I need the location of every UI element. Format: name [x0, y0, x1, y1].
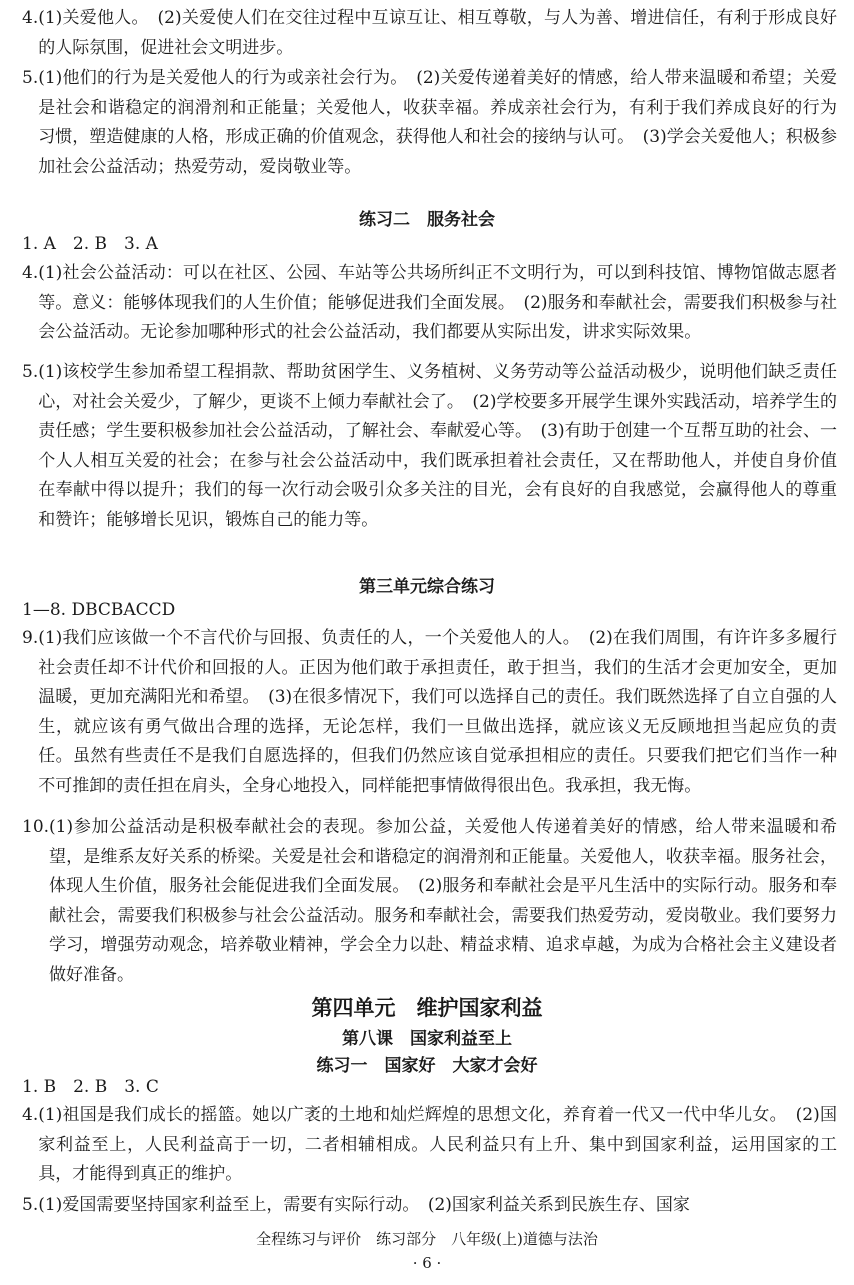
answer-item-5-part1 — [22, 64, 837, 182]
choice-answers-unit-3: 1—8. DBCBACCD — [22, 600, 176, 620]
item-text: (1)我们应该做一个不言代价与回报、负责任的人，一个关爱他人的人。 (2)在我们周围，有许许多多履行社会责任却不计代价和回报的人。正因为他们敢于承担责任，敢于担当，我们的生活才会更加安全，更加温暖，更加充满阳光和希望。 (3)在很多情况下，我们可以选择自己的责任。我们既然选择了自立自强的人生，就应该有勇气做出合理的选择，无论怎样，我们一旦做出选择，就应该义无反顾地担当起应负的责任。虽然有些责任不是我们自愿选择的，但我们仍然应该自觉承担相应的责任。只要我们把它们当作一种不可推卸的责任担在肩头，全身心地投入，同样能把事情做得很出色。我承担，我无悔。 — [38, 628, 837, 796]
item-number: 5. — [22, 68, 39, 88]
item-text: (1)祖国是我们成长的摇篮。她以广袤的土地和灿烂辉煌的思想文化，养育着一代又一代中华儿女。 (2)国家利益至上，人民利益高于一切，二者相辅相成。人民利益只有上升、集中到国家利益，运用国家的工具，才能得到真正的维护。 — [38, 1105, 837, 1185]
page-footer: 全程练习与评价 练习部分 八年级(上)道德与法治 — [256, 1230, 598, 1248]
item-text: (1)他们的行为是关爱他人的行为或亲社会行为。 (2)关爱传递着美好的情感，给人带来温暖和希望；关爱是社会和谐稳定的润滑剂和正能量；关爱他人，收获幸福。养成亲社会行为，有利于我们养成良好的行为习惯，塑造健康的人格，形成正确的价值观念，获得他人和社会的接纳与认可。 (3)学会关爱他人；积极参加社会公益活动；热爱劳动，爱岗敬业等。 — [38, 68, 837, 177]
answer-item-4-part3 — [22, 1101, 837, 1190]
section-heading-unit-3-review: 第三单元综合练习 — [359, 577, 495, 597]
item-number: 4. — [22, 1105, 39, 1125]
unit-4-title: 第四单元 维护国家利益 — [311, 996, 543, 1020]
answer-item-10 — [22, 813, 837, 991]
answer-item-9 — [22, 624, 837, 802]
item-text: (1)爱国需要坚持国家利益至上，需要有实际行动。 (2)国家利益关系到民族生存、国家 — [38, 1195, 690, 1215]
item-number: 5. — [22, 362, 39, 382]
section-heading-practice-2: 练习二 服务社会 — [359, 210, 495, 230]
item-number: 9. — [22, 628, 39, 648]
item-text: (1)该校学生参加希望工程捐款、帮助贫困学生、义务植树、义务劳动等公益活动极少，说明他们缺乏责任心，对社会关爱少，了解少，更谈不上倾力奉献社会了。 (2)学校要多开展学生课外实践活动，培养学生的责任感；学生要积极参加社会公益活动，了解社会、奉献爱心等。 (3)有助于创建一个互帮互助的社会、一个人人相互关爱的社会；在参与社会公益活动中，我们既承担着社会责任，又在帮助他人，并使自身价值在奉献中得以提升；我们的每一次行动会吸引众多关注的目光，会有良好的自我感觉，会赢得他人的尊重和赞许；能够增长见识，锻炼自己的能力等。 — [38, 362, 837, 530]
item-number: 4. — [22, 8, 39, 28]
item-number: 5. — [22, 1195, 39, 1215]
item-text: (1)社会公益活动：可以在社区、公园、车站等公共场所纠正不文明行为，可以到科技馆、博物馆做志愿者等。意义：能够体现我们的人生价值；能够促进我们全面发展。 (2)服务和奉献社会，需要我们积极参与社会公益活动。无论参加哪种形式的社会公益活动，我们都要从实际出发，讲求实际效果。 — [38, 263, 837, 343]
item-text: (1)关爱他人。 (2)关爱使人们在交往过程中互谅互让、相互尊敬，与人为善、增进信任，有利于形成良好的人际氛围，促进社会文明进步。 — [38, 8, 837, 58]
choice-answers-practice-2: 1. A 2. B 3. A — [22, 234, 158, 254]
item-text: (1)参加公益活动是积极奉献社会的表现。参加公益，关爱他人传递着美好的情感，给人带来温暖和希望，是维系友好关系的桥梁。关爱是社会和谐稳定的润滑剂和正能量。关爱他人，收获幸福。服务社会，体现人生价值，服务社会能促进我们全面发展。 (2)服务和奉献社会是平凡生活中的实际行动。服务和奉献社会，需要我们积极参与社会公益活动。服务和奉献社会，需要我们热爱劳动，爱岗敬业。我们要努力学习，增强劳动观念，培养敬业精神，学会全力以赴、精益求精、追求卓越，为成为合格社会主义建设者做好准备。 — [49, 817, 837, 985]
page-number: · 6 · — [412, 1254, 442, 1272]
answer-item-5-part2 — [22, 358, 837, 536]
item-number: 4. — [22, 263, 39, 283]
choice-answers-practice-1: 1. B 2. B 3. C — [22, 1077, 159, 1097]
answer-item-4-part1 — [22, 4, 837, 63]
answer-item-5-part3 — [22, 1191, 837, 1221]
answer-item-4-part2 — [22, 259, 837, 348]
item-number: 10. — [22, 817, 50, 837]
lesson-8-title: 第八课 国家利益至上 — [342, 1029, 512, 1049]
section-heading-practice-1: 练习一 国家好 大家才会好 — [316, 1056, 538, 1076]
